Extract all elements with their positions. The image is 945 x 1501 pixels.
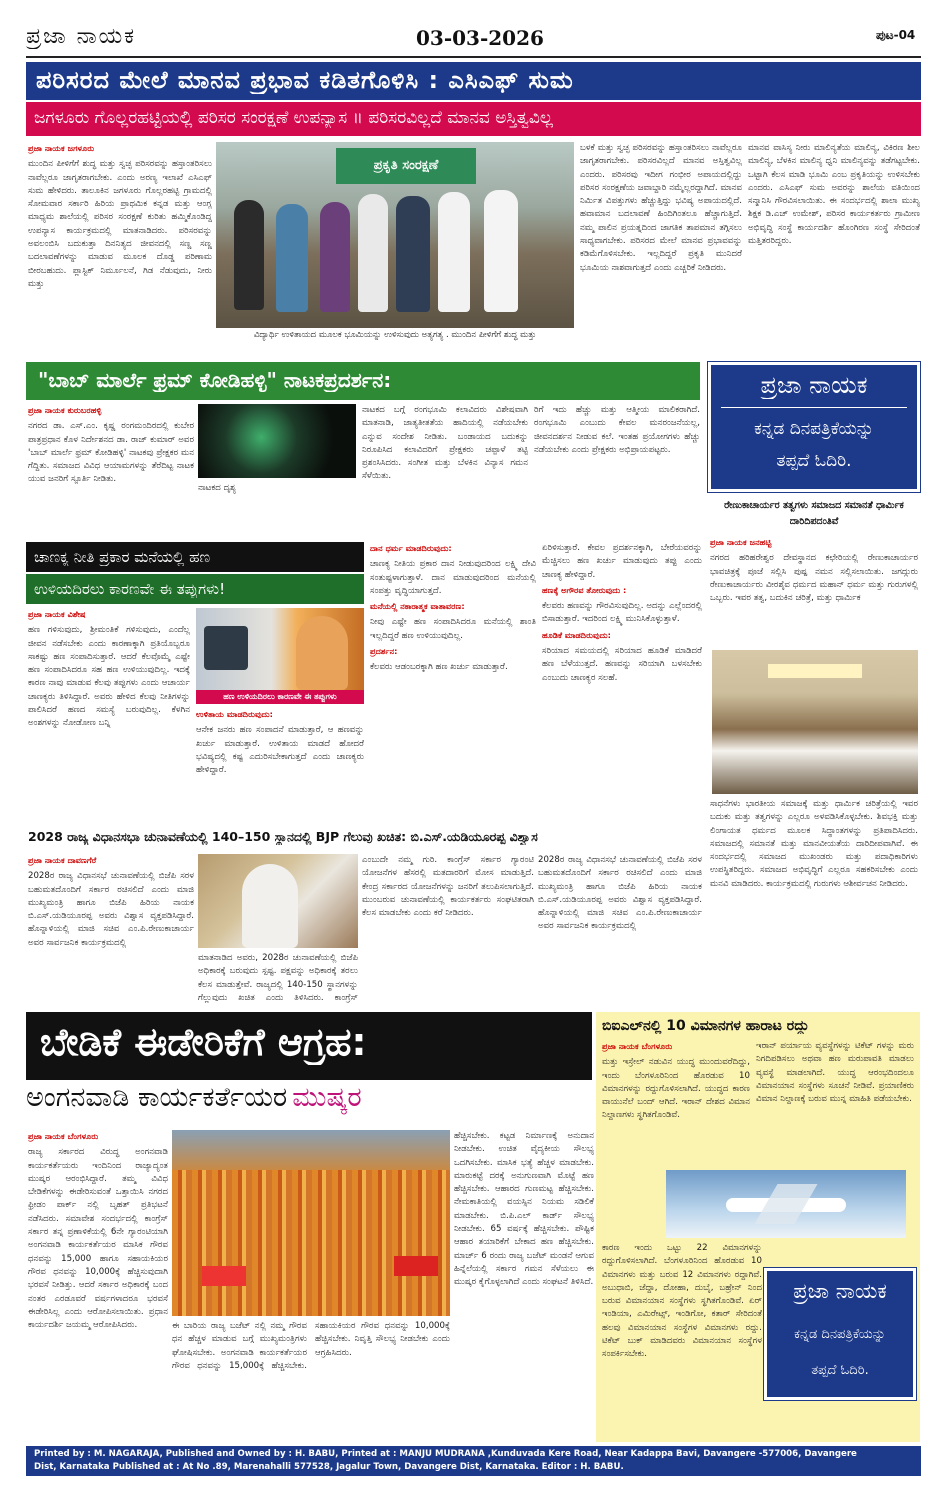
banner-in-photo: ಪ್ರಕೃತಿ ಸಂರಕ್ಷಣೆ [336, 148, 476, 184]
story1-col2 [580, 142, 742, 350]
person-1 [234, 200, 264, 310]
person-4 [358, 194, 388, 312]
story2-col2-text: ನಾಟಕದ ಬಗ್ಗೆ ರಂಗಭೂಮಿ ಕಲಾವಿದರು ವಿಶೇಷವಾಗಿ ಮಾತನಾಡಿ, ಜಾತ್ಯತೀತತೆಯ ಹಾದಿಯಲ್ಲಿ ನಡೆಯಬೇಕು ಎನ್ನುವ ಸಂದೇಶ ನೀಡಿತು. ಬಂಡಾಯದ ಬದುಕನ್ನು ನಿರೂಪಿಸಿದ ಕಲಾವಿದರಿಗೆ ಪ್ರೇಕ್ಷಕರು ಚಪ್ಪಾಳೆ ತಟ್ಟಿ ಪ್ರಶಂಸಿಸಿದರು. ಸಂಗೀತ ಮತ್ತು ಬೆಳಕಿನ ವಿನ್ಯಾಸ ಗಮನ ಸೆಳೆಯಿತು. [362, 405, 528, 482]
story6-col3 [454, 1130, 594, 1442]
ad-box-1 [708, 362, 920, 492]
leader-figure [242, 864, 298, 948]
story4-col1-text: ಹಣ ಗಳಿಸುವುದು, ಶ್ರೀಮಂತಿಕೆ ಗಳಿಸುವುದು, ಎಂದೆಲ್ಲ ಜೀವನ ನಡೆಸಬೇಕು ಎಂದು ಕಾರಣಾಕ್ಕಾಗಿ ಪ್ರತಿಯೊಬ್ಬರೂ ಸಾಕಷ್ಟು ಹಣ ಸಂಪಾದಿಸುತ್ತಾರೆ. ಆದರೆ ಕೆಲವೊಮ್ಮೆ ಎಷ್ಟೇ ಹಣ ಸಂಪಾದಿಸಿದರೂ ಸಹ ಹಣ ಉಳಿಯುವುದಿಲ್ಲ. ಇದಕ್ಕೆ ಕಾರಣ ನಾವು ಮಾಡುವ ಕೆಲವು ತಪ್ಪುಗಳು ಎಂದು ಆಚಾರ್ಯ ಚಾಣಕ್ಯರು ತಿಳಿಸಿದ್ದಾರೆ. ಅವರು ಹೇಳಿದ ಕೆಲವು ನೀತಿಗಳನ್ನು ಪಾಲಿಸಿದರೆ ಹಣದ ಸಮಸ್ಯೆ ಬರುವುದಿಲ್ಲ. ಕೆಳಗಿನ ಅಂಶಗಳನ್ನು ನೋಡೋಣ ಬನ್ನಿ [28, 625, 190, 729]
story4-caption-bar [196, 690, 364, 704]
story5-photo [198, 854, 358, 948]
story2-headline-bar [26, 362, 700, 400]
story3-headline [708, 498, 920, 532]
story7-headline: ಬಿಐಎಲ್‌ನಲ್ಲಿ 10 ವಿಮಾನಗಳ ಹಾರಾಟ ರದ್ದು [602, 1018, 809, 1034]
story4-headline2: ಉಳಿಯದಿರಲು ಕಾರಣವೇ ಈ ತಪ್ಪುಗಳು! [34, 580, 226, 598]
person-6 [438, 192, 470, 312]
story7-col1 [602, 1040, 750, 1168]
story5-col4-text: 2028ರ ರಾಜ್ಯ ವಿಧಾನಸಭೆ ಚುನಾವಣೆಯಲ್ಲಿ ಬಿಜೆಪಿ ಸರಳ ಬಹುಮತದೊಂದಿಗೆ ಸರ್ಕಾರ ರಚಿಸಲಿದೆ ಎಂದು ಮಾಜಿ ಮುಖ್ಯಮಂತ್ರಿ ಹಾಗೂ ಬಿಜೆಪಿ ಹಿರಿಯ ನಾಯಕ ಬಿ.ಎಸ್.ಯಡಿಯೂರಪ್ಪ ಅವರು ವಿಶ್ವಾಸ ವ್ಯಕ್ತಪಡಿಸಿದ್ದಾರೆ. ಹೊನ್ನಾಳಿಯಲ್ಲಿ ಮಾಜಿ ಸಚಿವ ಎಂ.ಪಿ.ರೇಣುಕಾಚಾರ್ಯ ಅವರ ಸಾರ್ವಜನಿಕ ಕಾರ್ಯಕ್ರಮದಲ್ಲಿ [538, 855, 702, 932]
story2-col1b [198, 482, 356, 534]
story4-col3-text: ಏರಿಳಿಸುತ್ತಾರೆ. ಕೇವಲ ಪ್ರದರ್ಶನಕ್ಕಾಗಿ, ಬೇರೆಯವರನ್ನು ಮೆಚ್ಚಿಸಲು ಹಣ ಖರ್ಚು ಮಾಡುವುದು ತಪ್ಪು ಎಂದು ಚಾಣಕ್ಯ ಹೇಳಿದ್ದಾರೆ. [542, 543, 702, 580]
story4-col1 [28, 608, 190, 818]
story4-sub1: ಉಳಿತಾಯ ಮಾಡದಿರುವುದು: [196, 709, 273, 719]
story1-col3-text: ಮಾನವ ವಾಸಿಸ್ಯ ನೀರು ಮಾಲಿನ್ಯತೆಯ ಮಾಲಿನ್ಯ, ವಿಕಿರಣ ಶೀಲ ಮಾಲಿನ್ಯ, ಬೆಳಕಿನ ಮಾಲಿನ್ಯ ಧ್ವನಿ ಮಾಲಿನ್ಯವನ್ನು ತಡೆಗಟ್ಟಬೇಕು. ಒಟ್ಟಾಗಿ ಕೆಲಸ ಮಾಡಿ ಭೂಮಿ ಎಂಬ ಪ್ರಕೃತಿಯನ್ನು ಉಳಿಸಬೇಕು ಎಂದರು. ಎಸಿಎಫ್ ಸುಮ ಅವರನ್ನು ಶಾಲೆಯ ವತಿಯಿಂದ ಸನ್ಮಾನಿಸಿ ಗೌರವಿಸಲಾಯಿತು. ಈ ಸಂದರ್ಭದಲ್ಲಿ ಶಾಲಾ ಮುಖ್ಯ ಶಿಕ್ಷಕ ಡಿ.ಎಚ್ ಉಮೇಶ್, ಪರಿಸರ ಕಾರ್ಯಕರ್ತರು ಗ್ರಾಮೀಣ ಅಭಿವೃದ್ಧಿ ಸಂಸ್ಥೆ ಕಾರ್ಯದರ್ಶಿ ಹೊಂಗಿರಣ ಸಂಸ್ಥೆ ಸೇರಿದಂತೆ ಮತ್ತಿತರರಿದ್ದರು. [748, 143, 920, 247]
story4-sub3b: ಪ್ರದರ್ಶನ: [370, 646, 398, 657]
story1-dateline: ಪ್ರಜಾ ನಾಯಕ ಜಗಳೂರು [28, 143, 95, 153]
ad1-line2: ಕನ್ನಡ ದಿನಪತ್ರಿಕೆಯನ್ನು [754, 419, 874, 439]
ad2-line1: ಪ್ರಜಾ ನಾಯಕ [793, 1279, 887, 1303]
story3-photo [712, 650, 918, 794]
story1-photo [216, 142, 574, 328]
person-5 [396, 196, 430, 312]
story4-sub3: ಮನೆಯಲ್ಲಿ ನಕಾರಾತ್ಮಕ ವಾತಾವರಣ: [370, 601, 465, 612]
story7-dateline: ಪ್ರಜಾ ನಾಯಕ ಬೆಂಗಳೂರು [602, 1041, 673, 1051]
story4-col2a [196, 708, 364, 818]
story5-col3 [362, 854, 534, 1006]
ad-box-2 [764, 1268, 916, 1400]
story2-col1-text: ನಗರದ ಡಾ. ಎಸ್.ಎಂ. ಕೃಷ್ಣ ರಂಗಮಂದಿರದಲ್ಲಿ ಕುಬೇರ ಪಾತ್ರಪ್ರಧಾನ ಕೊಳ ನಿರ್ದೇಶನದ ಡಾ. ರಾಜ್ ಕುಮಾರ್ ಅವರ 'ಬಾಬ್ ಮಾರ್ಲೆ ಫ್ರಮ್ ಕೋಡಿಹಳ್ಳಿ' ನಾಟಕವು ಪ್ರೇಕ್ಷಕರ ಮನ ಗೆದ್ದಿತು. ಸಮಾಜದ ವಿವಿಧ ಆಯಾಮಗಳನ್ನು ತೆರೆದಿಟ್ಟ ನಾಟಕ ಯುವ ಜನರಿಗೆ ಸ್ಪೂರ್ತಿ ನೀಡಿತು. [28, 421, 194, 485]
chanakya-figure [296, 616, 348, 690]
story5-col2 [198, 952, 358, 1006]
person-7 [484, 190, 518, 312]
story6-col2-text: ಈ ಬಾರಿಯ ರಾಜ್ಯ ಬಜೆಟ್ ನಲ್ಲಿ ನಮ್ಮ ಗೌರವ ಧನ ಹೆಚ್ಚಳ ಮಾಡುವ ಬಗ್ಗೆ ಮುಖ್ಯಮಂತ್ರಿಗಳು ಘೋಷಿಸಬೇಕು. ಅಂಗನವಾಡಿ ಕಾರ್ಯಕರ್ತೆಯರ ಗೌರವ ಧನವನ್ನು 15,000ಕ್ಕೆ ಹೆಚ್ಚಿಸಬೇಕು. ಸಹಾಯಕಿಯರ ಗೌರವ ಧನವನ್ನು 10,000ಕ್ಕೆ ಹೆಚ್ಚಿಸಬೇಕು. ನಿವೃತ್ತಿ ಸೌಲಭ್ಯ ನೀಡಬೇಕು ಎಂದು ಆಗ್ರಹಿಸಿದರು. [172, 1321, 450, 1371]
story5-headline: 2028 ರಾಜ್ಯ ವಿಧಾನಸಭಾ ಚುನಾವಣೆಯಲ್ಲಿ 140–150 ಸ್ಥಾನದಲ್ಲಿ BJP ಗೆಲುವು ಖಚಿತ: ಬಿ.ಎಸ್.ಯಡಿಯೂರಪ್ಪ ವಿಶ್ವಾಸ [28, 829, 538, 844]
story4-sub5: ಹೂಡಿಕೆ ಮಾಡದಿರುವುದು: [542, 629, 611, 640]
story5-headline-bar [26, 826, 704, 850]
story6-col3-text: ಹೆಚ್ಚಿಸಬೇಕು. ಕಟ್ಟಡ ನಿರ್ಮಾಣಕ್ಕೆ ಅನುದಾನ ನೀಡಬೇಕು. ಉಚಿತ ವೈದ್ಯಕೀಯ ಸೌಲಭ್ಯ ಒದಗಿಸಬೇಕು. ಮಾಸಿಕ ಭತ್ಯೆ ಹೆಚ್ಚಳ ಮಾಡಬೇಕು. ಮಾರುಕಟ್ಟೆ ದರಕ್ಕೆ ಅನುಗುಣವಾಗಿ ಮೊಟ್ಟೆ ಹಣ ಹೆಚ್ಚಿಸಬೇಕು. ಆಹಾರದ ಗುಣಮಟ್ಟ ಹೆಚ್ಚಿಸಬೇಕು. ನೇಮಕಾತಿಯಲ್ಲಿ ವಯಸ್ಸಿನ ನಿಯಮ ಸಡಿಲಿಕೆ ಮಾಡಬೇಕು. ಬಿ.ಪಿ.ಎಲ್ ಕಾರ್ಡ್ ಸೌಲಭ್ಯ ನೀಡಬೇಕು. 65 ವರ್ಷಕ್ಕೆ ಹೆಚ್ಚಿಸಬೇಕು. ಪೌಷ್ಟಿಕ ಆಹಾರ ತಯಾರಿಕೆಗೆ ಬೇಕಾದ ಹಣ ಹೆಚ್ಚಿಸಬೇಕು. ಮಾರ್ಚ್ 6 ರಂದು ರಾಜ್ಯ ಬಜೆಟ್ ಮಂಡನೆ ಆಗುವ ಹಿನ್ನೆಲೆಯಲ್ಲಿ ಸರ್ಕಾರ ಗಮನ ಸೆಳೆಯಲು ಈ ಮುಷ್ಕರ ಕೈಗೊಳ್ಳಲಾಗಿದೆ ಎಂದು ಸಂಘಟನೆ ತಿಳಿಸಿದೆ. [454, 1131, 594, 1288]
airplane-photo [666, 1170, 906, 1238]
story4-dateline: ಪ್ರಜಾ ನಾಯಕ ವಿಶೇಷ [28, 609, 86, 619]
story2-col2 [362, 404, 528, 534]
story2-col3 [534, 404, 700, 534]
story3-text-top [710, 536, 918, 646]
story5-col3-text: ಎಂಬುದೇ ನಮ್ಮ ಗುರಿ. ಕಾಂಗ್ರೆಸ್ ಸರ್ಕಾರ ಗ್ಯಾರಂಟಿ ಯೋಜನೆಗಳ ಹೆಸರಲ್ಲಿ ಮತದಾರರಿಗೆ ಮೋಸ ಮಾಡುತ್ತಿದೆ. ಕೇಂದ್ರ ಸರ್ಕಾರದ ಯೋಜನೆಗಳನ್ನು ಜನರಿಗೆ ತಲುಪಿಸಲಾಗುತ್ತಿದೆ. ಮುಂಬರುವ ಚುನಾವಣೆಯಲ್ಲಿ ಕಾರ್ಯಕರ್ತರು ಸಂಘಟಿತರಾಗಿ ಕೆಲಸ ಮಾಡಬೇಕು ಎಂದು ಕರೆ ನೀಡಿದರು. [362, 855, 534, 919]
story6-subhead-main: ಅಂಗನವಾಡಿ ಕಾರ್ಯಕರ್ತೆಯರ [26, 1082, 288, 1113]
story7-bottom [602, 1242, 762, 1438]
ad1-line1: ಪ್ರಜಾ ನಾಯಕ [760, 371, 868, 399]
story6-subhead-accent: ಮುಷ್ಕರ [292, 1082, 362, 1113]
placard-2 [394, 1256, 438, 1276]
story7-col2 [756, 1040, 914, 1168]
story3-text-bottom [710, 798, 918, 988]
story3-text-top-p: ನಗರದ ಹರಿಹರೇಶ್ವರ ದೇವಸ್ಥಾನದ ಕಛೇರಿಯಲ್ಲಿ ರೇಣುಕಾಚಾರ್ಯರ ಭಾವಚಿತ್ರಕ್ಕೆ ಪೂಜೆ ಸಲ್ಲಿಸಿ ಪುಷ್ಪ ನಮನ ಸಲ್ಲಿಸಲಾಯಿತು. ಜಗದ್ಗುರು ರೇಣುಕಾಚಾರ್ಯರು ವೀರಶೈವ ಧರ್ಮದ ಮಹಾನ್ ಧರ್ಮ ಮತ್ತು ಗುರುಗಳಲ್ಲಿ ಒಬ್ಬರು. ಇವರ ತತ್ವ, ಬದುಕಿನ ಚರಿತ್ರೆ, ಮತ್ತು ಧಾರ್ಮಿಕ [710, 553, 918, 604]
person-3 [320, 202, 350, 312]
story1-subhead-bar [26, 102, 921, 136]
story6-col1-text: ರಾಜ್ಯ ಸರ್ಕಾರದ ವಿರುದ್ಧ ಅಂಗನವಾಡಿ ಕಾರ್ಯಕರ್ತೆಯರು ಇಂದಿನಿಂದ ರಾಜ್ಯಾದ್ಯಂತ ಮುಷ್ಕರ ಆರಂಭಿಸಿದ್ದಾರೆ. ತಮ್ಮ ವಿವಿಧ ಬೇಡಿಕೆಗಳನ್ನು ಈಡೇರಿಸುವಂತೆ ಒತ್ತಾಯಿಸಿ ನಗರದ ಫ್ರೀಡಂ ಪಾರ್ಕ್ ನಲ್ಲಿ ಬೃಹತ್ ಪ್ರತಿಭಟನೆ ನಡೆಸಿದರು. ಸಮಾವೇಶ ಸಂದರ್ಭದಲ್ಲಿ ಕಾಂಗ್ರೆಸ್ ಸರ್ಕಾರ ತನ್ನ ಪ್ರಣಾಳಿಕೆಯಲ್ಲಿ 6ನೇ ಗ್ಯಾರಂಟಿಯಾಗಿ ಅಂಗನವಾಡಿ ಕಾರ್ಯಕರ್ತೆಯರ ಮಾಸಿಕ ಗೌರವ ಧನವನ್ನು 15,000 ಹಾಗೂ ಸಹಾಯಕಿಯರ ಗೌರವ ಧನವನ್ನು 10,000ಕ್ಕೆ ಹೆಚ್ಚಿಸುವುದಾಗಿ ಭರವಸೆ ನೀಡಿತ್ತು. ಆದರೆ ಸರ್ಕಾರ ಅಧಿಕಾರಕ್ಕೆ ಬಂದ ನಂತರ ಎರಡೂವರೆ ವರ್ಷಗಳಾದರೂ ಭರವಸೆ ಈಡೇರಿಸಿಲ್ಲ ಎಂದು ಆರೋಪಿಸಲಾಯಿತು. ಪ್ರಧಾನ ಕಾರ್ಯದರ್ಶಿ ಜಯಮ್ಮ ಆರೋಪಿಸಿದರು. [28, 1147, 168, 1331]
imprint-footer [26, 1446, 921, 1476]
story5-col2-text: ಮಾತನಾಡಿದ ಅವರು, 2028ರ ಚುನಾವಣೆಯಲ್ಲಿ ಬಿಜೆಪಿ ಅಧಿಕಾರಕ್ಕೆ ಬರುವುದು ಸ್ಪಷ್ಟ. ಪಕ್ಷವನ್ನು ಅಧಿಕಾರಕ್ಕೆ ತರಲು ಕೆಲಸ ಮಾಡುತ್ತೇವೆ. ರಾಜ್ಯದಲ್ಲಿ 140-150 ಸ್ಥಾನಗಳನ್ನು ಗೆಲ್ಲುವುದು ಖಚಿತ ಎಂದು ತಿಳಿಸಿದರು. ಕಾಂಗ್ರೆಸ್ [198, 953, 358, 1003]
story2-photo [198, 404, 356, 478]
story4-col3 [542, 542, 702, 818]
story5-col4 [538, 854, 702, 1006]
story1-col1-text: ಮುಂದಿನ ಪೀಳಿಗೆಗೆ ಶುದ್ಧ ಮತ್ತು ಸ್ವಚ್ಛ ಪರಿಸರವನ್ನು ಹಸ್ತಾಂತರಿಸಲು ನಾವೆಲ್ಲರೂ ಜಾಗೃತರಾಗಬೇಕು. ಎಂದು ಅರಣ್ಯ ಇಲಾಖೆ ಎಸಿಎಫ್ ಸುಮ ಹೇಳಿದರು. ತಾಲೂಕಿನ ಜಗಳೂರು ಗೊಲ್ಲರಹಟ್ಟಿ ಗ್ರಾಮದಲ್ಲಿ ಸೋಮವಾರ ಸರ್ಕಾರಿ ಹಿರಿಯ ಪ್ರಾಥಮಿಕ ಕನ್ನಡ ಮತ್ತು ಆಂಗ್ಲ ಮಾಧ್ಯಮ ಶಾಲೆಯಲ್ಲಿ ಪರಿಸರ ಸಂರಕ್ಷಣೆ ಕುರಿತು ಹಮ್ಮಿಕೊಂಡಿದ್ದ ಉಪನ್ಯಾಸ ಕಾರ್ಯಕ್ರಮದಲ್ಲಿ ಮಾತನಾಡಿದರು. ಪರಿಸರವನ್ನು ಅವಲಂಬಿಸಿ ಬದುಕುತ್ತಾ ದಿನನಿತ್ಯದ ಜೀವನದಲ್ಲಿ ಸಣ್ಣ ಸಣ್ಣ ಬದಲಾವಣೆಗಳನ್ನು ಮಾಡುವ ಮೂಲಕ ದೊಡ್ಡ ಪರಿಣಾಮ ಬೀರಬಹುದು. ಪ್ಲಾಸ್ಟಿಕ್ ನಿರ್ಮೂಲನೆ, ಗಿಡ ನೆಡುವುದು, ನೀರು ಮತ್ತು [28, 159, 212, 289]
story7-col2-text: ಇರಾನ್ ಪರ್ಯಾಯ ವ್ಯವಸ್ಥೆಗಳನ್ನು ಟಿಕೆಟ್ ಗಳನ್ನು ಮರು ನಿಗದಿಪಡಿಸಲು ಅಥವಾ ಹಣ ಮರುಪಾವತಿ ಮಾಡಲು ವ್ಯವಸ್ಥೆ ಮಾಡಲಾಗಿದೆ. ಯುದ್ಧ ಆರಂಭದಿಂದಲೂ ವಿಮಾನಯಾನ ಸಂಸ್ಥೆಗಳು ಸೂಚನೆ ನೀಡಿವೆ. ಪ್ರಯಾಣಿಕರು ವಿಮಾನ ನಿಲ್ದಾಣಕ್ಕೆ ಬರುವ ಮುನ್ನ ಮಾಹಿತಿ ಪಡೆಯಬೇಕು. [756, 1041, 914, 1105]
story2-caption-text: ನಾಟಕದ ದೃಶ್ಯ [198, 483, 237, 493]
story1-col2-text: ಬಳಕೆ ಮತ್ತು ಸ್ವಚ್ಛ ಪರಿಸರವನ್ನು ಹಸ್ತಾಂತರಿಸಲು ನಾವೆಲ್ಲರೂ ಜಾಗೃತರಾಗಬೇಕು. ಪರಿಸರವಿಲ್ಲದೆ ಮಾನವ ಅಸ್ತಿತ್ವವಿಲ್ಲ ಎಂದರು. ಪರಿಸರವು ಇದೀಗ ಗಂಭೀರ ಅಪಾಯದಲ್ಲಿದ್ದು ಪರಿಸರ ಸಂರಕ್ಷಣೆಯ ಜವಾಬ್ದಾರಿ ನಮ್ಮೆಲ್ಲರದ್ದಾಗಿದೆ. ಮಾನವ ನಿರ್ಮಿತ ವಿಪತ್ತುಗಳು ಹೆಚ್ಚುತ್ತಿದ್ದು ಭವಿಷ್ಯ ಅಪಾಯದಲ್ಲಿದೆ. ಹವಾಮಾನ ಬದಲಾವಣೆ ಹಿಂದಿಗಿಂತಲೂ ಹೆಚ್ಚಾಗುತ್ತಿದೆ. ನಮ್ಮ ಪಾಲಿನ ಪ್ರಯತ್ನದಿಂದ ಜಾಗತಿಕ ತಾಪಮಾನ ತಗ್ಗಿಸಲು ಸಾಧ್ಯವಾಗಬೇಕು. ಪರಿಸರದ ಮೇಲೆ ಮಾನವ ಪ್ರಭಾವವನ್ನು ಕಡಿಮೆಗೊಳಿಸಬೇಕು. ಇಲ್ಲದಿದ್ದರೆ ಪ್ರಕೃತಿ ಮುನಿದರೆ ಭೂಮಿಯ ನಾಶವಾಗುತ್ತದೆ ಎಂದು ಎಚ್ಚರಿಕೆ ನೀಡಿದರು. [580, 143, 742, 273]
story2-col1 [28, 404, 194, 534]
story4-sub2: ದಾನ ಧರ್ಮ ಮಾಡದಿರುವುದು: [370, 543, 452, 553]
story4-headline-bar1 [26, 542, 364, 572]
crowd-top [172, 1130, 450, 1170]
ad1-line3: ತಪ್ಪದೆ ಓದಿರಿ. [776, 451, 852, 471]
ad1-divider [721, 407, 907, 408]
story6-headline-bar [26, 1012, 592, 1080]
story4-caption: ಹಣ ಉಳಿಯದಿರಲು ಕಾರಣವೇ ಈ ತಪ್ಪುಗಳು [223, 692, 337, 701]
story4-headline-bar2 [26, 574, 364, 604]
paper-name: ಪ್ರಜಾ ನಾಯಕ [26, 24, 137, 49]
story3-text-bottom-p: ಸಾಧನೆಗಳು ಭಾರತೀಯ ಸಮಾಜಕ್ಕೆ ಮತ್ತು ಧಾರ್ಮಿಕ ಚರಿತ್ರೆಯಲ್ಲಿ ಇವರ ಬದುಕು ಮತ್ತು ತತ್ವಗಳನ್ನು ಎಲ್ಲರೂ ಅಳವಡಿಸಿಕೊಳ್ಳಬೇಕು. ಶಿವಭಕ್ತಿ ಮತ್ತು ಲಿಂಗಾಯತ ಧರ್ಮದ ಮೂಲಕ ಸಿದ್ಧಾಂತಗಳನ್ನು ಪ್ರತಿಪಾದಿಸಿದರು. ಸಮಾಜದಲ್ಲಿ ಸಮಾನತೆ ಮತ್ತು ಮಾನವೀಯತೆಯ ದಾರಿದೀಪವಾಗಿವೆ. ಈ ಸಂದರ್ಭದಲ್ಲಿ ಸಮಾಜದ ಮುಖಂಡರು ಮತ್ತು ಪದಾಧಿಕಾರಿಗಳು ಉಪಸ್ಥಿತರಿದ್ದರು. ಸಮಾಜದ ಅಭಿವೃದ್ಧಿಗೆ ಎಲ್ಲರೂ ಸಹಕರಿಸಬೇಕು ಎಂದು ಮನವಿ ಮಾಡಿದರು. ಕಾರ್ಯಕ್ರಮದಲ್ಲಿ ಗುರುಗಳು ಆಶೀರ್ವಚನ ನೀಡಿದರು. [710, 799, 918, 889]
imprint-line2: Dist, Karnataka Published at : At No .89, Marenahalli 577528, Jagalur Town, Davangere Dist, Karnataka. Editor : H. BABU. [34, 1462, 624, 1472]
story6-col2 [172, 1320, 450, 1442]
story1-headline-bar [26, 62, 921, 100]
calculator-shape [204, 626, 248, 670]
story3-headline-text: ರೇಣುಕಾಚಾರ್ಯರ ತತ್ವಗಳು ಸಮಾಜದ ಸಮಾನತೆ ಧಾರ್ಮಿಕ ದಾರಿದಿಪದಂತಿವೆ [724, 500, 904, 527]
story6-col1 [28, 1130, 168, 1442]
story7-bottom-text: ಕಾರಣ ಇಂದು ಒಟ್ಟು 22 ವಿಮಾನಗಳನ್ನು ರದ್ದುಗೊಳಿಸಲಾಗಿದೆ. ಬೆಂಗಳೂರಿನಿಂದ ಹೊರಡುವ 10 ವಿಮಾನಗಳು ಮತ್ತು ಬರುವ 12 ವಿಮಾನಗಳು ರದ್ದಾಗಿವೆ. ಅಬುಧಾಬಿ, ಜೆದ್ದಾ, ದೋಹಾ, ದುಬೈ, ಬಹ್ರೇನ್ ನಿಂದ ಬರುವ ವಿಮಾನಯಾನ ಸಂಸ್ಥೆಗಳು ಸ್ಥಗಿತಗೊಂಡಿವೆ. ಏರ್ ಇಂಡಿಯಾ, ಎಮಿರೇಟ್ಸ್, ಇಂಡಿಗೋ, ಕತಾರ್ ಸೇರಿದಂತೆ ಹಲವು ವಿಮಾನಯಾನ ಸಂಸ್ಥೆಗಳ ವಿಮಾನಗಳು ರದ್ದು. ಟಿಕೆಟ್ ಬುಕ್ ಮಾಡಿದವರು ವಿಮಾನಯಾನ ಸಂಸ್ಥೆಗಳ ಸಂಪರ್ಕಿಸಬೇಕು. [602, 1243, 762, 1360]
story4-sub3b-text: ಕೆಲವರು ಆಡಂಬರಕ್ಕಾಗಿ ಹಣ ಖರ್ಚು ಮಾಡುತ್ತಾರೆ. [370, 662, 508, 673]
masthead [26, 22, 921, 58]
story3-dateline: ಪ್ರಜಾ ನಾಯಕ ಜನಹಟ್ಟಿ [710, 537, 772, 547]
person-2 [276, 204, 308, 312]
story5-col1 [28, 854, 194, 1004]
story4-photo [196, 608, 364, 690]
story2-col3-text: ರಿಗೆ ಇದು ಹೆಚ್ಚು ಮತ್ತು ಆತ್ಮೀಯ ಮಾಲಿಕರಾಗಿದೆ. ರಂಗಭೂಮಿ ಎಂಬುದು ಕೇವಲ ಮನರಂಜನೆಯಲ್ಲ, ಜೀವನದರ್ಶನ ನೀಡುವ ಕಲೆ. ಇಂತಹ ಪ್ರಯೋಗಗಳು ಹೆಚ್ಚು ನಡೆಯಬೇಕು ಎಂದು ಪ್ರೇಕ್ಷಕರು ಅಭಿಪ್ರಾಯಪಟ್ಟರು. [534, 405, 700, 455]
story4-sub4-text: ಕೆಲವರು ಹಣವನ್ನು ಗೌರವಿಸುವುದಿಲ್ಲ. ಅದನ್ನು ಎಲ್ಲೆಂದರಲ್ಲಿ ಬಿಸಾಡುತ್ತಾರೆ. ಇದರಿಂದ ಲಕ್ಷ್ಮಿ ಮುನಿಸಿಕೊಳ್ಳುತ್ತಾಳೆ. [542, 601, 702, 625]
story7-col1-text: ಮತ್ತು ಇಸ್ರೇಲ್ ನಡುವಿನ ಯುದ್ಧ ಮುಂದುವರೆದಿದ್ದು, ಇಂದು ಬೆಂಗಳೂರಿನಿಂದ ಹೊರಡುವ 10 ವಿಮಾನಗಳನ್ನು ರದ್ದುಗೊಳಿಸಲಾಗಿದೆ. ಯುದ್ಧದ ಕಾರಣ ವಾಯುನೆಲೆ ಬಂದ್ ಆಗಿದೆ. ಇರಾನ್ ದೇಶದ ವಿಮಾನ ನಿಲ್ದಾಣಗಳು ಸ್ಥಗಿತಗೊಂಡಿವೆ. [602, 1057, 750, 1121]
ad2-line2: ಕನ್ನಡ ದಿನಪತ್ರಿಕೆಯನ್ನು [794, 1327, 886, 1342]
issue-date: 03-03-2026 [416, 26, 544, 50]
imprint-line1: Printed by : M. NAGARAJA, Published and Owned by : H. BABU, Printed at : MANJU MUDRANA ,Kunduvada Kere Road, Near Kadappa Bavi, Davangere -577006, Davangere [34, 1449, 857, 1459]
story5-dateline: ಪ್ರಜಾ ನಾಯಕ ದಾವಣಗೆರೆ [28, 855, 97, 865]
story4-sub2-text: ಚಾಣಕ್ಯ ನೀತಿಯ ಪ್ರಕಾರ ದಾನ ನೀಡುವುದರಿಂದ ಲಕ್ಷ್ಮಿ ದೇವಿ ಸಂತುಷ್ಟಳಾಗುತ್ತಾಳೆ. ದಾನ ಮಾಡುವುದರಿಂದ ಮನೆಯಲ್ಲಿ ಸಂಪತ್ತು ವೃದ್ಧಿಯಾಗುತ್ತದೆ. [370, 559, 536, 596]
placard [202, 1266, 246, 1286]
story1-col3 [748, 142, 920, 350]
page-number: ಪುಟ-04 [876, 28, 916, 42]
story6-headline: ಬೇಡಿಕೆ ಈಡೇರಿಕೆಗೆ ಆಗ್ರಹ: [40, 1020, 367, 1064]
story1-headline: ಪರಿಸರದ ಮೇಲೆ ಮಾನವ ಪ್ರಭಾವ ಕಡಿತಗೊಳಿಸಿ : ಎಸಿಎಫ್ ಸುಮ [36, 66, 574, 94]
story4-headline1: ಚಾಣಕ್ಯ ನೀತಿ ಪ್ರಕಾರ ಮನೆಯಲ್ಲಿ ಹಣ [34, 548, 211, 566]
story1-col1 [28, 142, 212, 340]
story6-dateline: ಪ್ರಜಾ ನಾಯಕ ಬೆಂಗಳೂರು [28, 1131, 99, 1141]
story2-dateline: ಪ್ರಜಾ ನಾಯಕ ಕುರುಬರಹಳ್ಳಿ [28, 405, 102, 415]
story4-col2 [370, 542, 536, 818]
story2-headline: "ಬಾಬ್ ಮಾರ್ಲೆ ಫ್ರಮ್ ಕೋಡಿಹಳ್ಳಿ" ನಾಟಕಪ್ರದರ್ಶನ: [38, 368, 392, 392]
story6-photo [172, 1130, 450, 1316]
ad2-line3: ತಪ್ಪದೆ ಓದಿರಿ. [811, 1363, 869, 1378]
story1-subhead: ಜಗಳೂರು ಗೊಲ್ಲರಹಟ್ಟಿಯಲ್ಲಿ ಪರಿಸರ ಸಂರಕ್ಷಣೆ ಉಪನ್ಯಾಸ ॥ ಪರಿಸರವಿಲ್ಲದೆ ಮಾನವ ಅಸ್ತಿತ್ವವಿಲ್ಲ [34, 108, 553, 128]
story6-subhead [26, 1082, 592, 1122]
story4-sub1-text: ಆನೇಕ ಜನರು ಹಣ ಸಂಪಾದನೆ ಮಾಡುತ್ತಾರೆ, ಆ ಹಣವನ್ನು ಖರ್ಚು ಮಾಡುತ್ತಾರೆ. ಉಳಿತಾಯ ಮಾಡದೆ ಹೋದರೆ ಭವಿಷ್ಯದಲ್ಲಿ ಕಷ್ಟ ಎದುರಿಸಬೇಕಾಗುತ್ತದೆ ಎಂದು ಚಾಣಕ್ಯರು ಹೇಳಿದ್ದಾರೆ. [196, 725, 364, 776]
story5-col1-text: 2028ರ ರಾಜ್ಯ ವಿಧಾನಸಭೆ ಚುನಾವಣೆಯಲ್ಲಿ ಬಿಜೆಪಿ ಸರಳ ಬಹುಮತದೊಂದಿಗೆ ಸರ್ಕಾರ ರಚಿಸಲಿದೆ ಎಂದು ಮಾಜಿ ಮುಖ್ಯಮಂತ್ರಿ ಹಾಗೂ ಬಿಜೆಪಿ ಹಿರಿಯ ನಾಯಕ ಬಿ.ಎಸ್.ಯಡಿಯೂರಪ್ಪ ಅವರು ವಿಶ್ವಾಸ ವ್ಯಕ್ತಪಡಿಸಿದ್ದಾರೆ. ಹೊನ್ನಾಳಿಯಲ್ಲಿ ಮಾಜಿ ಸಚಿವ ಎಂ.ಪಿ.ರೇಣುಕಾಚಾರ್ಯ ಅವರ ಸಾರ್ವಜನಿಕ ಕಾರ್ಯಕ್ರಮದಲ್ಲಿ [28, 871, 194, 948]
story4-sub3-text: ನೀವು ಎಷ್ಟೇ ಹಣ ಸಂಪಾದಿಸಿದರೂ ಮನೆಯಲ್ಲಿ ಶಾಂತಿ ಇಲ್ಲದಿದ್ದರೆ ಹಣ ಉಳಿಯುವುದಿಲ್ಲ. [370, 617, 536, 641]
banner-in-photo-2 [768, 664, 862, 678]
story4-sub4: ಹಣಕ್ಕೆ ಅಗೌರವ ತೋರುವುದು : [542, 584, 627, 595]
story4-sub5-text: ಸರಿಯಾದ ಸಮಯದಲ್ಲಿ ಸರಿಯಾದ ಹೂಡಿಕೆ ಮಾಡಿದರೆ ಹಣ ಬೆಳೆಯುತ್ತದೆ. ಹಣವನ್ನು ಸರಿಯಾಗಿ ಬಳಸಬೇಕು ಎಂಬುದು ಚಾಣಕ್ಯರ ಸಲಹೆ. [542, 646, 702, 683]
story1-caption: ವಿದ್ಯಾರ್ಥಿ ಉಳಿತಾಯದ ಮೂಲಕ ಭೂಮಿಯನ್ನು ಉಳಿಸುವುದು ಅತ್ಯಗತ್ಯ . ಮುಂದಿನ ಪೀಳಿಗೆಗೆ ಶುದ್ಧ ಮತ್ತು [253, 330, 537, 340]
